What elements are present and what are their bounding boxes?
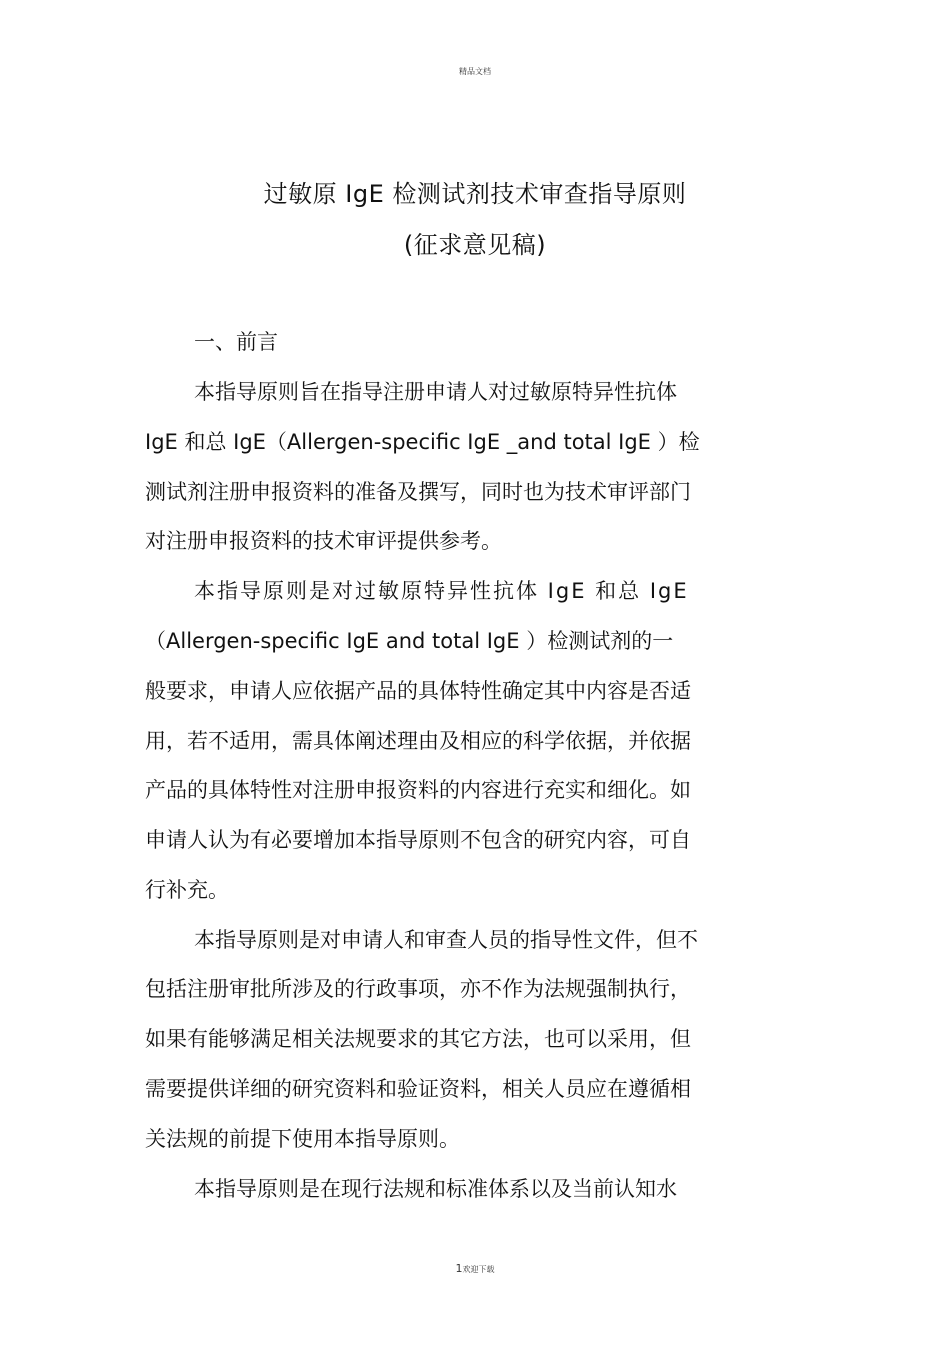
footer-text: 欢迎下载: [462, 1265, 495, 1274]
paragraph-line: 般要求，申请人应依据产品的具体特性确定其中内容是否适: [145, 679, 691, 703]
paragraph-line: 本指导原则是对申请人和审查人员的指导性文件，但不: [194, 928, 698, 952]
page-footer: [0, 1262, 950, 1275]
paragraph-line: IgE 和总 IgE（Allergen-specific IgE _and total IgE ）检: [145, 430, 700, 454]
paragraph-line: 关法规的前提下使用本指导原则。: [145, 1127, 460, 1151]
paragraph-line: 测试剂注册申报资料的准备及撰写，同时也为技术审评部门: [145, 480, 691, 504]
paragraph-line: 产品的具体特性对注册申报资料的内容进行充实和细化。如: [145, 778, 691, 802]
paragraph-line: 申请人认为有必要增加本指导原则不包含的研究内容，可自: [145, 828, 691, 852]
paragraph-line: （Allergen-specific IgE and total IgE ）检测试剂的一: [145, 629, 674, 653]
paragraph-line: 本指导原则旨在指导注册申请人对过敏原特异性抗体: [194, 380, 677, 404]
paragraph-line: 行补充。: [145, 878, 229, 902]
page-number: 1: [455, 1262, 463, 1275]
paragraph-line: 本指导原则是对过敏原特异性抗体 IgE 和总 IgE: [194, 579, 689, 603]
paragraph-line: 用，若不适用，需具体阐述理由及相应的科学依据，并依据: [145, 729, 691, 753]
section-heading: 一、前言: [194, 330, 278, 354]
page-header: 精品文档: [459, 67, 491, 76]
paragraph-line: 本指导原则是在现行法规和标准体系以及当前认知水: [194, 1177, 677, 1201]
document-subtitle: (征求意见稿): [403, 231, 547, 259]
paragraph-line: 对注册申报资料的技术审评提供参考。: [145, 529, 502, 553]
document-title: 过敏原 IgE 检测试剂技术审查指导原则: [263, 180, 687, 208]
paragraph-line: 如果有能够满足相关法规要求的其它方法，也可以采用，但: [145, 1027, 691, 1051]
paragraph-line: 需要提供详细的研究资料和验证资料，相关人员应在遵循相: [145, 1077, 691, 1101]
paragraph-line: 包括注册审批所涉及的行政事项，亦不作为法规强制执行，: [145, 977, 691, 1001]
